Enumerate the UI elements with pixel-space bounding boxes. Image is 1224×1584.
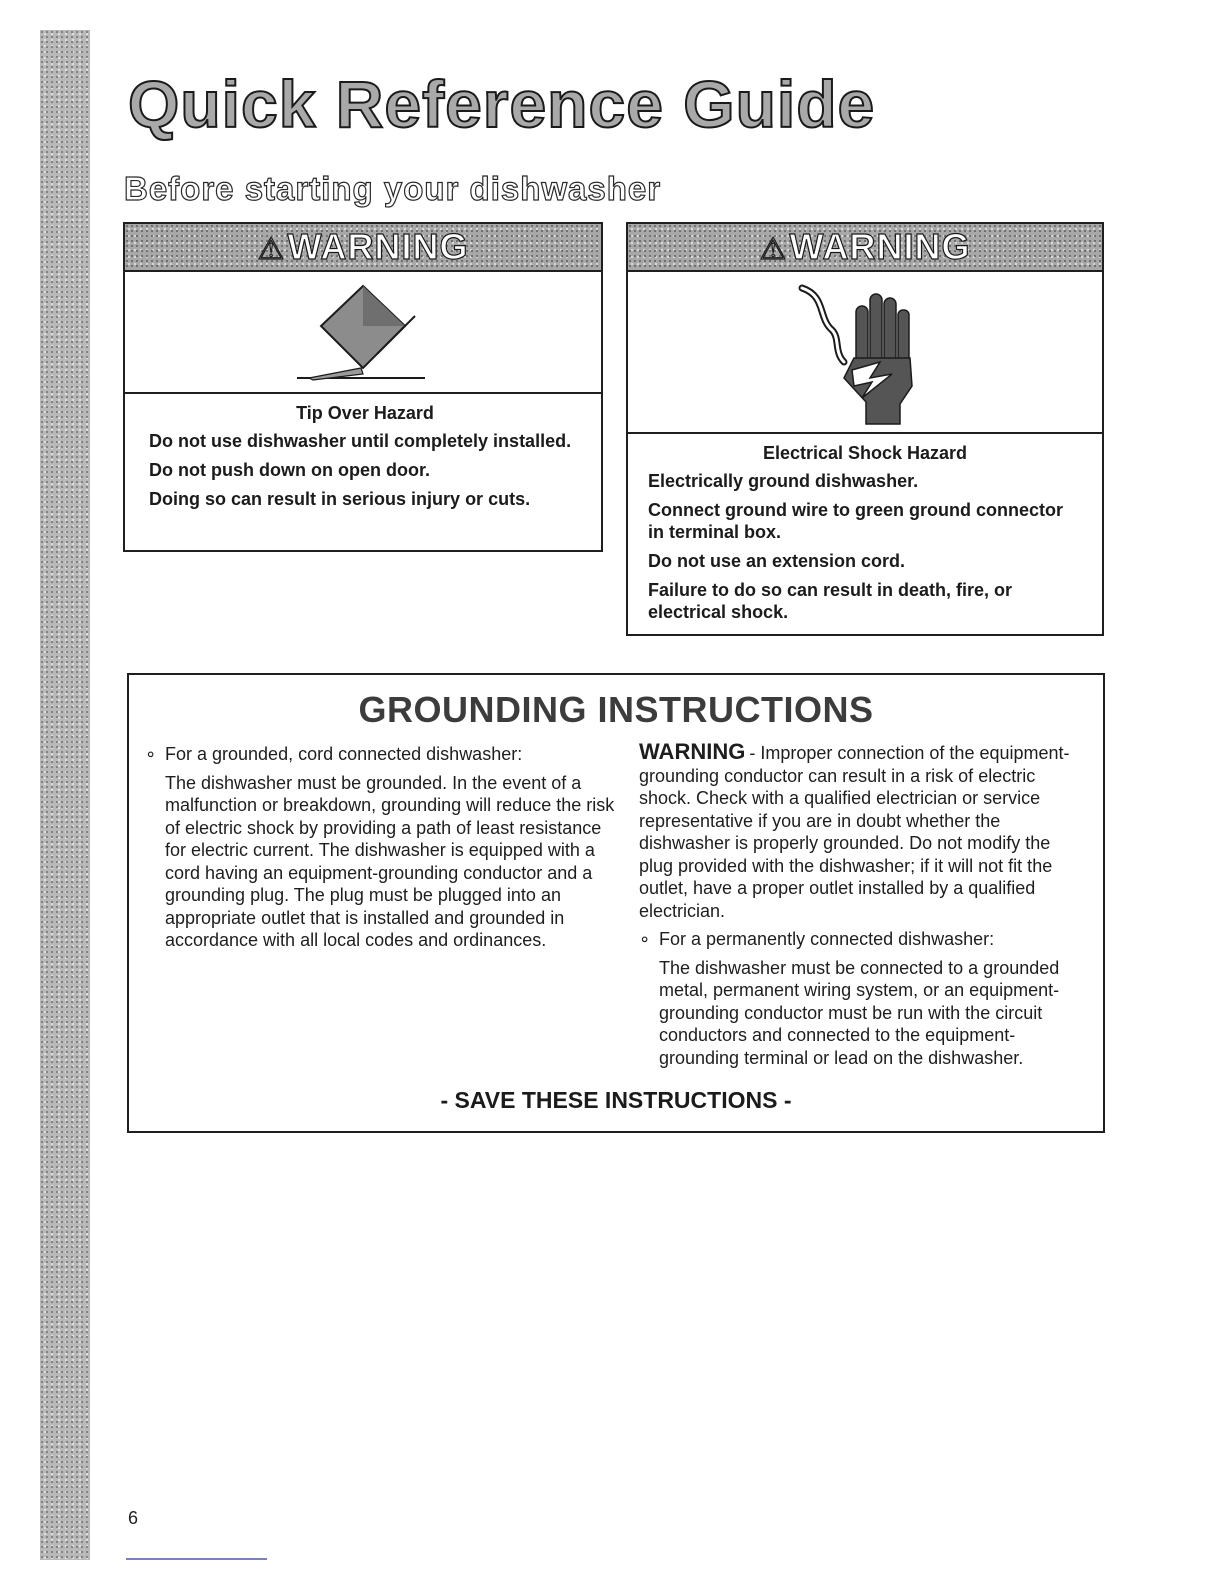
bullet-item [145,743,615,766]
grounding-instructions-box [127,673,1105,1133]
grounding-warning-paragraph [639,741,1089,922]
grounding-cord-body: The dishwasher must be grounded. In the event of a malfunction or breakdown, grounding will reduce the risk of electric shock by providing a path of least resistance for electric current. The dishwasher is equipped with a cord having an equipment-grounding conductor and a grounding plug. The plug must be plugged into an appropriate outlet that is installed and grounded in accordance with all local codes and ordinances. [165,772,615,950]
side-texture-bar [40,30,90,1560]
electrical-shock-icon-area [628,272,1102,434]
tip-over-warning-box [123,222,603,552]
tip-over-warning-text [125,394,601,510]
bullet-text: For a permanently connected dishwasher: [659,929,995,949]
tip-over-icon-area [125,272,601,394]
warning-label-text: WARNING [789,226,971,267]
grounding-right-column [639,741,1089,1075]
hazard-title: Electrical Shock Hazard [762,443,968,463]
electrical-warning-text [628,434,1102,623]
warning-line: Electrically ground dishwasher. [648,471,919,491]
tip-over-icon [293,278,433,388]
bullet-text: For a grounded, cord connected dishwasher: [165,744,523,764]
footer-rule [126,1558,267,1560]
bullet-circle-icon: ∘ [145,744,157,764]
warning-line: Do not use dishwasher until completely installed. [149,431,572,451]
warning-line: Do not use an extension cord. [648,551,906,571]
hazard-title: Tip Over Hazard [296,403,434,423]
grounding-permanent-body: The dishwasher must be connected to a grounded metal, permanent wiring system, or an equipment-grounding conductor must be run with the circuit conductors and connected to the equipment-grounding terminal or lead on the dishwasher. [659,957,1060,1068]
page-title: Quick Reference Guide [128,67,876,141]
page-subtitle: Before starting your dishwasher [124,170,662,207]
warning-triangle-icon: ⚠ [257,233,286,266]
warning-line: Doing so can result in serious injury or cuts. [149,489,531,509]
warning-triangle-icon: ⚠ [759,233,788,266]
save-instructions: - SAVE THESE INSTRUCTIONS - [440,1087,792,1113]
electrical-shock-warning-box [626,222,1104,636]
warning-header [125,224,601,272]
electrical-shock-hand-icon [796,278,936,428]
page-number: 6 [128,1508,139,1528]
warning-label [258,226,469,268]
warning-line: Connect ground wire to green ground connector in terminal box. [648,500,1064,542]
warning-header [628,224,1102,272]
bullet-circle-icon: ∘ [639,929,651,949]
warning-line: Do not push down on open door. [149,460,430,480]
warning-label [760,226,971,268]
grounding-left-column [145,743,615,958]
warning-text: - Improper connection of the equipment-grounding conductor can result in a risk of electric shock. Check with a qualified electrician or service representative if you are in doubt whether the dishwasher is properly grounded. Do not modify the plug provided with the dishwasher; if it will not fit the outlet, have a proper outlet installed by a qualified electrician. [639,743,1070,921]
warning-line: Failure to do so can result in death, fire, or electrical shock. [648,580,1013,622]
grounding-title: GROUNDING INSTRUCTIONS [358,689,874,730]
bullet-item [639,928,1089,951]
warning-label-text: WARNING [287,226,469,267]
warning-lead: WARNING [639,739,746,764]
